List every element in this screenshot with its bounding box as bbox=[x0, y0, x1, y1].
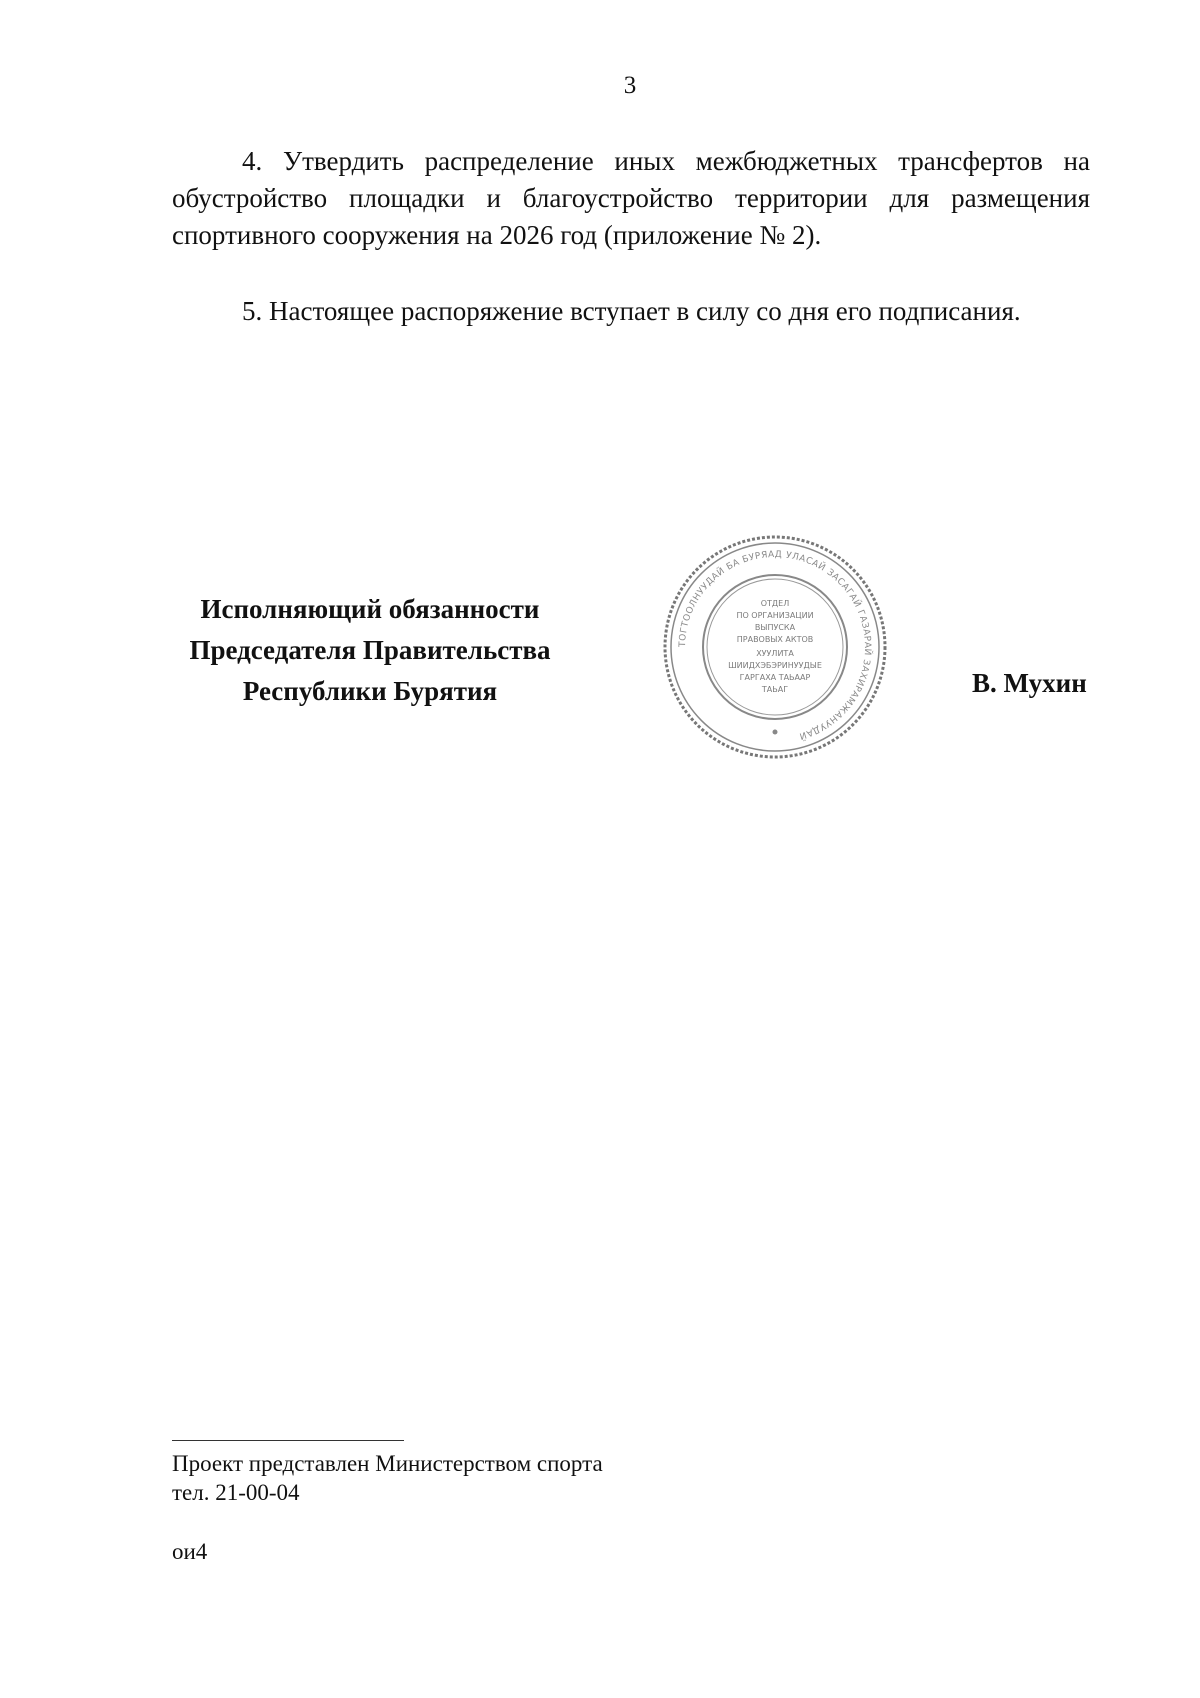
seal-line: ХУУЛИТА bbox=[756, 649, 794, 658]
footnote-line: Проект представлен Министерством спорта bbox=[172, 1451, 603, 1476]
signatory-position-line: Исполняющий обязанности bbox=[200, 594, 540, 624]
footnote-divider bbox=[172, 1440, 404, 1441]
page-number: 3 bbox=[623, 72, 637, 99]
paragraph-5: 5. Настоящее распоряжение вступает в силу со дня его подписания. bbox=[242, 296, 1021, 326]
official-seal bbox=[662, 534, 888, 760]
seal-line: ВЫПУСКА bbox=[754, 623, 796, 632]
paragraph-4: 4. Утвердить распределение иных межбюджетных трансфертов на обустройство площадки и благоустройство территории для размещения спортивного сооружения на 2026 год (приложение № 2). bbox=[172, 146, 1090, 250]
footnote bbox=[172, 1449, 603, 1507]
signatory-position-line: Председателя Правительства bbox=[189, 635, 551, 665]
seal-line: ТАЬАГ bbox=[761, 685, 789, 694]
seal-line: ОТДЕЛ bbox=[760, 599, 790, 608]
signatory-position bbox=[160, 589, 580, 712]
seal-ring-text: ТОГТООЛНУУДАЙ БА БУРЯАД УЛАСАЙ ЗАСАГАЙ ГАЗАРАЙ ЗАХИРАМЖАНУУДАЙ bbox=[677, 549, 873, 741]
seal-line: ПРАВОВЫХ АКТОВ bbox=[736, 635, 814, 644]
signatory-position-line: Республики Бурятия bbox=[242, 676, 498, 706]
seal-line: ШИИДХЭБЭРИНУУДЫЕ bbox=[728, 661, 822, 670]
seal-line: ГАРГАХА ТАЬААР bbox=[739, 673, 811, 682]
footnote-line: тел. 21-00-04 bbox=[172, 1480, 300, 1505]
document-code: ои4 bbox=[172, 1539, 208, 1564]
signatory-name: В. Мухин bbox=[972, 668, 1087, 698]
seal-line: ПО ОРГАНИЗАЦИИ bbox=[736, 611, 814, 620]
